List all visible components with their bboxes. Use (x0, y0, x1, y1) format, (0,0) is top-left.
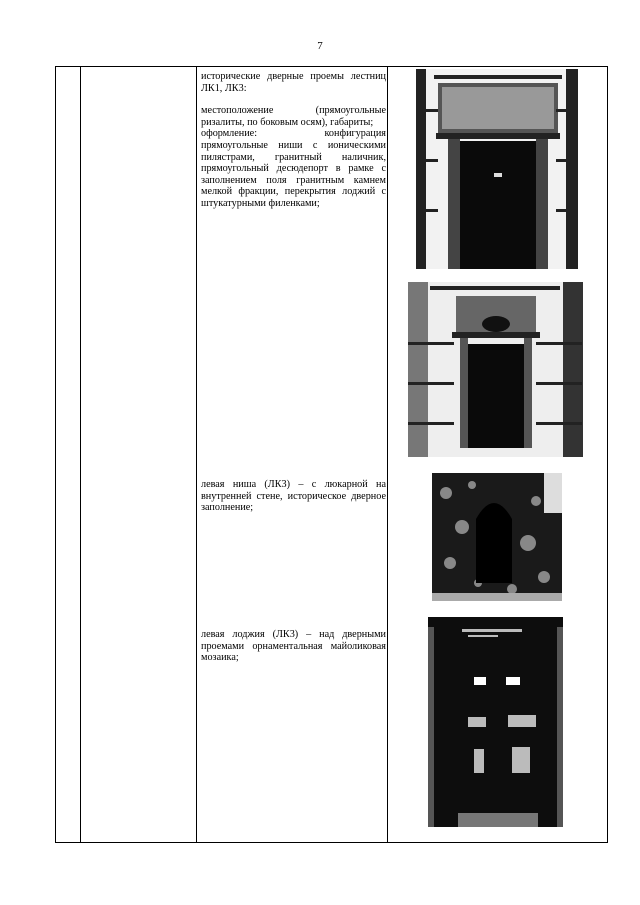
niche-photo (432, 473, 562, 601)
description-block-niche (201, 479, 386, 514)
description-block-loggia (201, 629, 386, 664)
loggia-photo (428, 617, 563, 827)
description-paragraph: левая ниша (ЛК3) – с люкарной на внутренней стене, историческое дверное заполнение; (201, 479, 386, 514)
doorway-photo-2 (408, 282, 583, 457)
column-divider (196, 67, 197, 842)
description-paragraph: левая лоджия (ЛК3) – над дверными проемами орнаментальная майоликовая мозаика; (201, 629, 386, 664)
column-divider (387, 67, 388, 842)
doorway-photo-1 (416, 69, 578, 269)
column-divider (80, 67, 81, 842)
description-paragraph: исторические дверные проемы лестниц ЛК1, ЛК3: (201, 71, 386, 94)
description-paragraph: оформление: конфигурация прямоугольные ниши с ионическими пилястрами, гранитный наличник, прямоугольный десюдепорт в рамке с заполнением поля гранитным камнем мелкой фракции, перекрытия лоджий с штукатурными филенками; (201, 128, 386, 209)
page-number: 7 (317, 40, 323, 52)
document-table (55, 66, 608, 843)
description-block-doorways (201, 71, 386, 210)
description-paragraph: местоположение (прямоугольные ризалиты, по боковым осям), габариты; (201, 105, 386, 128)
